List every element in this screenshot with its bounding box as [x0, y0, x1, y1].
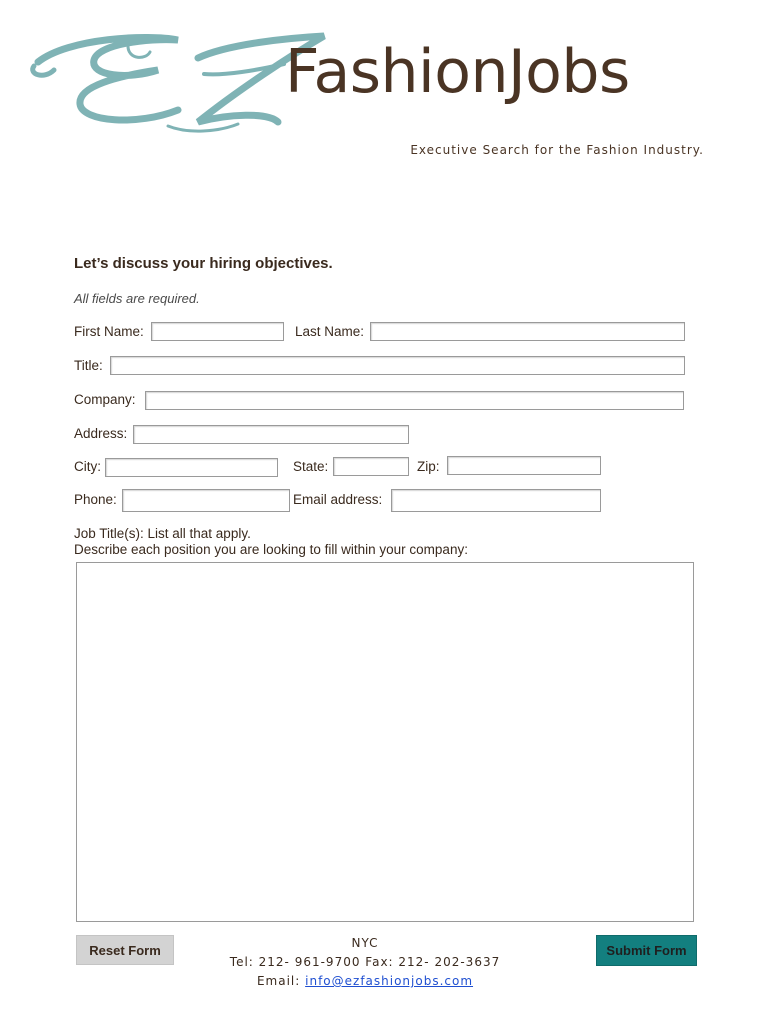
- footer-email-link[interactable]: info@ezfashionjobs.com: [305, 974, 474, 988]
- first-name-input[interactable]: [152, 324, 283, 341]
- phone-label: Phone:: [74, 492, 117, 507]
- zip-field[interactable]: [447, 456, 601, 475]
- title-field[interactable]: [110, 356, 685, 375]
- phone-input[interactable]: [123, 490, 289, 511]
- company-label: Company:: [74, 392, 136, 407]
- city-label: City:: [74, 459, 101, 474]
- last-name-field[interactable]: [370, 322, 685, 341]
- job-description-textarea[interactable]: [77, 563, 693, 921]
- last-name-label: Last Name:: [295, 324, 365, 339]
- city-input[interactable]: [106, 460, 277, 477]
- title-label: Title:: [74, 358, 103, 373]
- title-input[interactable]: [111, 358, 684, 375]
- company-field[interactable]: [145, 391, 684, 410]
- job-titles-label: Job Title(s): List all that apply.: [74, 526, 251, 541]
- address-field[interactable]: [133, 425, 409, 444]
- tagline: Executive Search for the Fashion Industry.: [410, 143, 704, 157]
- footer-email-line: [0, 974, 730, 988]
- job-description-label: Describe each position you are looking to fill within your company:: [74, 542, 468, 557]
- email-input[interactable]: [392, 490, 600, 511]
- reset-form-button[interactable]: Reset Form: [76, 935, 174, 965]
- state-field[interactable]: [333, 457, 409, 476]
- email-label: Email address:: [293, 492, 383, 507]
- state-label: State:: [293, 459, 329, 474]
- email-field[interactable]: [391, 489, 601, 512]
- footer-contact: Tel: 212- 961-9700 Fax: 212- 202-3637: [229, 955, 501, 969]
- state-input[interactable]: [334, 459, 408, 476]
- form-heading: Let’s discuss your hiring objectives.: [74, 255, 333, 272]
- phone-field[interactable]: [122, 489, 290, 512]
- zip-label: Zip:: [417, 459, 440, 474]
- first-name-field[interactable]: [151, 322, 284, 341]
- city-field[interactable]: [105, 458, 278, 477]
- first-name-label: First Name:: [74, 324, 144, 339]
- company-input[interactable]: [146, 393, 683, 410]
- footer-email-label: Email:: [256, 974, 306, 988]
- form-note: All fields are required.: [74, 291, 200, 306]
- job-description-field[interactable]: [76, 562, 694, 922]
- footer-city: NYC: [351, 936, 379, 950]
- zip-input[interactable]: [448, 458, 600, 475]
- logo-wordmark: FashionJobs: [285, 37, 630, 107]
- address-label: Address:: [74, 426, 128, 441]
- last-name-input[interactable]: [371, 324, 684, 341]
- submit-form-button[interactable]: Submit Form: [596, 935, 697, 966]
- logo-monogram: [28, 30, 328, 140]
- address-input[interactable]: [134, 427, 408, 444]
